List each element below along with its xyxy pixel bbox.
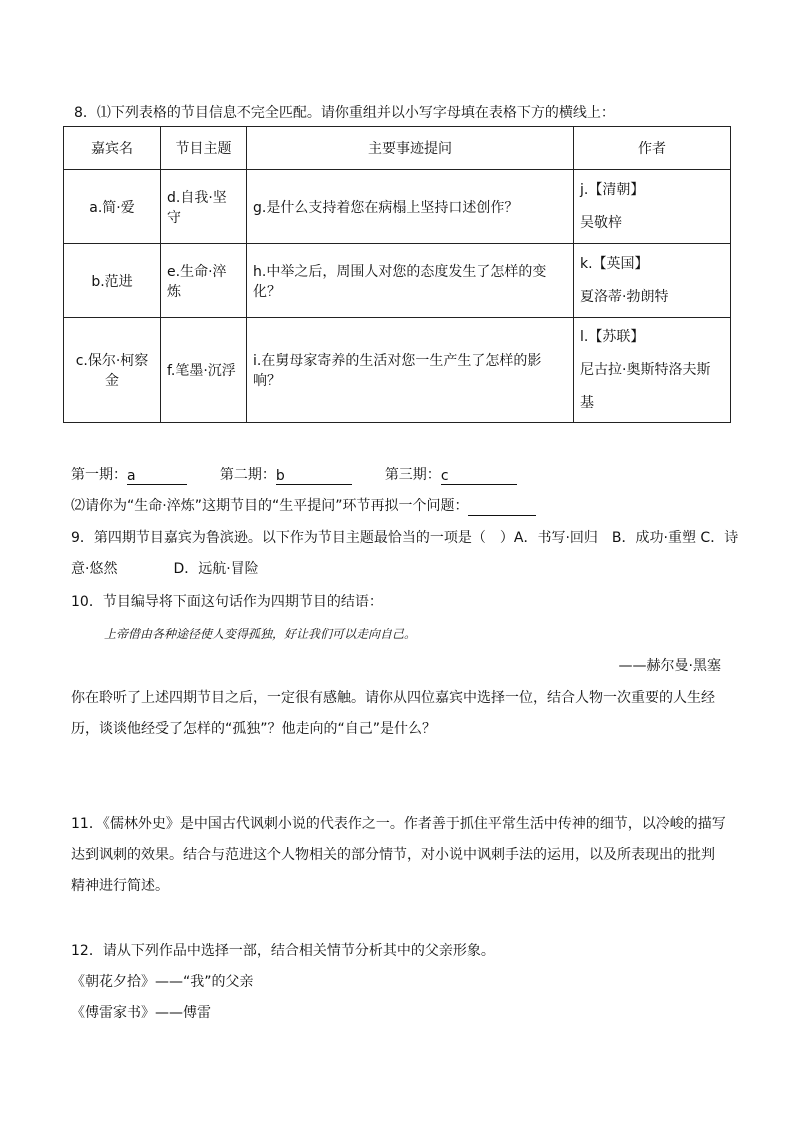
program-table xyxy=(63,126,731,423)
q8-part2-text: ⑵请你为“生命·淬炼”这期节目的“生平提问”环节再拟一个问题： xyxy=(71,498,469,514)
period2-value: b xyxy=(275,468,285,484)
author-name: 吴敬梓 xyxy=(580,214,622,231)
author-name: 夏洛蒂·勃朗特 xyxy=(580,288,669,305)
cell-question: h.中举之后，周围人对您的态度发生了怎样的变化？ xyxy=(247,244,574,318)
q11-line3: 精神进行简述。 xyxy=(71,878,169,894)
q10-attribution: ——赫尔曼·黑塞 xyxy=(618,658,721,674)
cell-author xyxy=(574,170,731,244)
author-origin: l.【苏联】 xyxy=(580,328,645,345)
table-row xyxy=(64,244,731,318)
header-author: 作者 xyxy=(574,127,731,170)
q10-quote: 上帝借由各种途径使人变得孤独，好让我们可以走向自己。 xyxy=(104,627,417,641)
cell-question: g.是什么支持着您在病榻上坚持口述创作？ xyxy=(247,170,574,244)
period1-value: a xyxy=(127,468,136,484)
q10-intro: 10．节目编导将下面这句话作为四期节目的结语： xyxy=(71,594,383,610)
header-theme: 节目主题 xyxy=(161,127,247,170)
author-origin: j.【清朝】 xyxy=(580,181,645,198)
q11-line1: 11．《儒林外史》是中国古代讽刺小说的代表作之一。作者善于抓住平常生活中传神的细节，以冷峻的描写 xyxy=(71,816,726,832)
cell-theme: e.生命·淬炼 xyxy=(161,244,247,318)
q8-part2 xyxy=(71,496,536,516)
author-name-cont: 基 xyxy=(580,394,594,411)
q12-line3: 《傅雷家书》——傅雷 xyxy=(71,1005,211,1021)
table-row xyxy=(64,318,731,423)
period2-answer[interactable] xyxy=(276,466,352,485)
header-guest: 嘉宾名 xyxy=(64,127,161,170)
cell-author xyxy=(574,318,731,423)
period2-label: 第二期： xyxy=(219,467,276,483)
header-question: 主要事迹提问 xyxy=(247,127,574,170)
period3-label: 第三期： xyxy=(384,467,441,483)
q8-part2-answer[interactable] xyxy=(468,497,536,516)
q10-line2: 历，谈谈他经受了怎样的“孤独”？他走向的“自己”是什么？ xyxy=(71,721,437,737)
cell-theme: f.笔墨·沉浮 xyxy=(161,318,247,423)
period1-label: 第一期： xyxy=(71,467,127,483)
cell-guest: b.范进 xyxy=(64,244,161,318)
q11-line2: 达到讽刺的效果。结合与范进这个人物相关的部分情节，对小说中讽刺手法的运用，以及所表现出的批判 xyxy=(71,847,715,863)
author-name: 尼古拉·奥斯特洛夫斯 xyxy=(580,361,711,378)
period3-answer[interactable] xyxy=(441,466,517,485)
q10-line1: 你在聆听了上述四期节目之后，一定很有感触。请你从四位嘉宾中选择一位，结合人物一次重要的人生经 xyxy=(71,690,715,706)
q8-intro: 8．⑴下列表格的节目信息不完全匹配。请你重组并以小写字母填在表格下方的横线上： xyxy=(74,105,615,121)
period1-answer[interactable] xyxy=(127,466,187,485)
period-answers xyxy=(71,465,517,485)
q9-line2: 意·悠然 D．远航·冒险 xyxy=(71,561,259,577)
q9-line1: 9．第四期节目嘉宾为鲁滨逊。以下作为节目主题最恰当的一项是（ ）A．书写·回归 B．成功·重塑 C．诗 xyxy=(71,530,739,546)
cell-author xyxy=(574,244,731,318)
q12-line2: 《朝花夕拾》——“我”的父亲 xyxy=(71,974,254,990)
cell-guest: a.简·爱 xyxy=(64,170,161,244)
table-row xyxy=(64,170,731,244)
author-origin: k.【英国】 xyxy=(580,255,649,272)
period3-value: c xyxy=(440,468,449,484)
cell-theme: d.自我·坚守 xyxy=(161,170,247,244)
table-header-row xyxy=(64,127,731,170)
cell-guest: c.保尔·柯察金 xyxy=(64,318,161,423)
q12-line1: 12．请从下列作品中选择一部，结合相关情节分析其中的父亲形象。 xyxy=(71,943,495,959)
cell-question: i.在舅母家寄养的生活对您一生产生了怎样的影响？ xyxy=(247,318,574,423)
